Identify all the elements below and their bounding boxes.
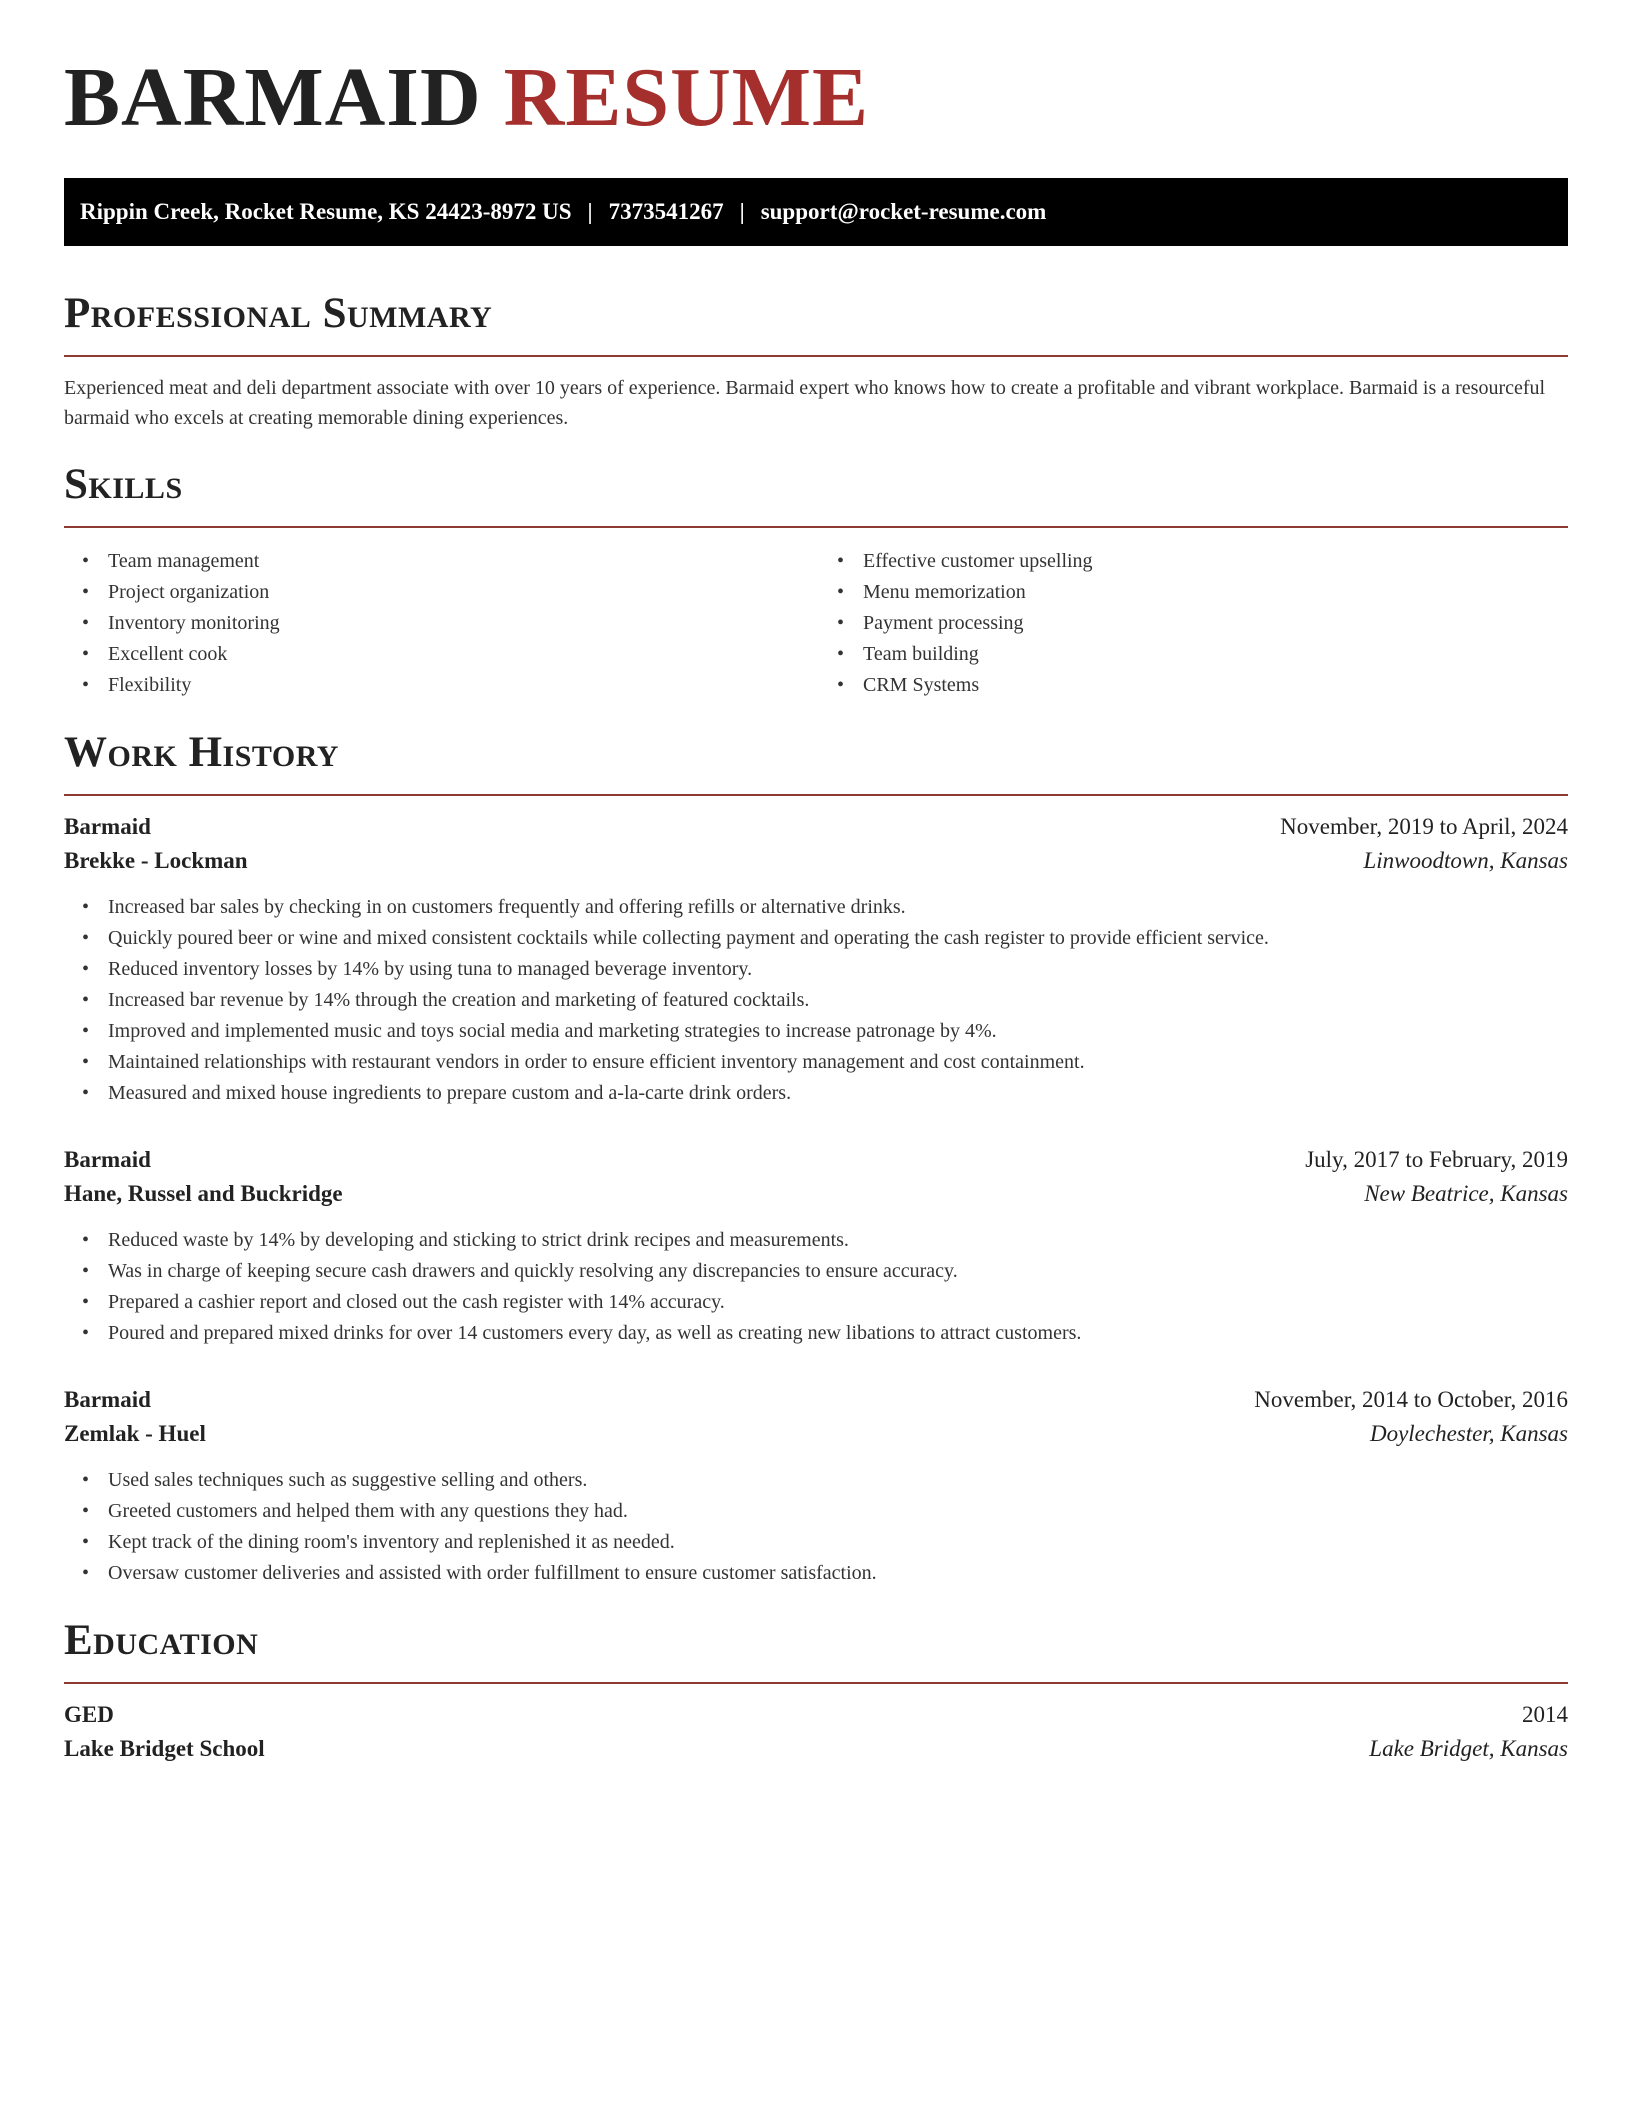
section-divider: [64, 794, 1568, 796]
education-year: 2014: [1522, 1702, 1568, 1727]
skill-item: • Flexibility: [108, 670, 813, 701]
job-bullet: • Quickly poured beer or wine and mixed consistent cocktails while collecting payment and operating the cash register to provide efficient service.: [108, 923, 1568, 954]
contact-phone: 7373541267: [608, 199, 724, 224]
job-bullet: • Poured and prepared mixed drinks for over 14 customers every day, as well as creating new libations to attract customers.: [108, 1318, 1568, 1349]
job-bullet: • Greeted customers and helped them with any questions they had.: [108, 1496, 1568, 1527]
education-school: Lake Bridget School: [64, 1736, 265, 1761]
job-company: Brekke - Lockman: [64, 848, 248, 873]
job-bullet: • Maintained relationships with restaurant vendors in order to ensure efficient inventory management and cost containment.: [108, 1047, 1568, 1078]
job-bullet: • Measured and mixed house ingredients to prepare custom and a-la-carte drink orders.: [108, 1078, 1568, 1109]
education-heading: Education: [64, 1617, 259, 1664]
job-dates: November, 2019 to April, 2024: [1280, 814, 1568, 839]
job-company: Zemlak - Huel: [64, 1421, 206, 1446]
contact-bar: [64, 178, 1568, 246]
summary-heading: Professional Summary: [64, 290, 493, 337]
title-part-2: RESUME: [503, 51, 870, 144]
section-divider: [64, 526, 1568, 528]
job-entry: [64, 1147, 1568, 1349]
job-location: Linwoodtown, Kansas: [1363, 848, 1568, 873]
job-bullet: • Oversaw customer deliveries and assisted with order fulfillment to ensure customer satisfaction.: [108, 1558, 1568, 1589]
skill-item: • Team building: [863, 639, 1568, 670]
section-divider: [64, 355, 1568, 357]
skills-list-left: [64, 546, 813, 701]
job-location: Doylechester, Kansas: [1369, 1421, 1568, 1446]
contact-email: support@rocket-resume.com: [760, 199, 1047, 224]
title-part-1: BARMAID: [64, 51, 482, 144]
job-dates: November, 2014 to October, 2016: [1254, 1387, 1568, 1412]
skill-item: • Excellent cook: [108, 639, 813, 670]
work-section: [64, 731, 1568, 1589]
job-entry: [64, 1387, 1568, 1589]
skill-item: • Team management: [108, 546, 813, 577]
job-bullet-list: [64, 1465, 1568, 1589]
job-title: Barmaid: [64, 814, 151, 839]
education-location: Lake Bridget, Kansas: [1369, 1736, 1568, 1761]
skill-item: • Menu memorization: [863, 577, 1568, 608]
job-bullet: • Reduced inventory losses by 14% by using tuna to managed beverage inventory.: [108, 954, 1568, 985]
work-heading: Work History: [64, 729, 339, 776]
job-bullet: • Kept track of the dining room's inventory and replenished it as needed.: [108, 1527, 1568, 1558]
skills-list-right: [813, 546, 1568, 701]
contact-separator: |: [587, 199, 593, 224]
job-location: New Beatrice, Kansas: [1364, 1181, 1568, 1206]
job-title: Barmaid: [64, 1147, 151, 1172]
job-bullet: • Prepared a cashier report and closed out the cash register with 14% accuracy.: [108, 1287, 1568, 1318]
job-list: [64, 814, 1568, 1589]
skills-heading: Skills: [64, 461, 183, 508]
summary-text: Experienced meat and deli department associate with over 10 years of experience. Barmaid expert who knows how to create a profitable and vibrant workplace. Barmaid is a resourceful barmaid who excels at creating memorable dining experiences.: [64, 377, 1546, 429]
education-entry: [64, 1702, 1568, 1762]
job-bullet: • Used sales techniques such as suggestive selling and others.: [108, 1465, 1568, 1496]
job-bullet: • Increased bar sales by checking in on customers frequently and offering refills or alternative drinks.: [108, 892, 1568, 923]
contact-separator: |: [739, 199, 745, 224]
job-bullet: • Reduced waste by 14% by developing and sticking to strict drink recipes and measurements.: [108, 1225, 1568, 1256]
job-bullet-list: [64, 1225, 1568, 1349]
education-degree: GED: [64, 1702, 114, 1727]
section-divider: [64, 1682, 1568, 1684]
resume-title: [64, 51, 1568, 144]
job-bullet: • Was in charge of keeping secure cash drawers and quickly resolving any discrepancies to ensure accuracy.: [108, 1256, 1568, 1287]
job-bullet-list: [64, 892, 1568, 1109]
job-bullet: • Improved and implemented music and toys social media and marketing strategies to increase patronage by 4%.: [108, 1016, 1568, 1047]
job-dates: July, 2017 to February, 2019: [1305, 1147, 1568, 1172]
skill-item: • Effective customer upselling: [863, 546, 1568, 577]
skill-item: • Payment processing: [863, 608, 1568, 639]
skill-item: • CRM Systems: [863, 670, 1568, 701]
job-company: Hane, Russel and Buckridge: [64, 1181, 343, 1206]
skill-item: • Project organization: [108, 577, 813, 608]
job-bullet: • Increased bar revenue by 14% through the creation and marketing of featured cocktails.: [108, 985, 1568, 1016]
skills-columns: [64, 546, 1568, 701]
skill-item: • Inventory monitoring: [108, 608, 813, 639]
summary-section: [64, 292, 1568, 433]
skills-section: [64, 463, 1568, 701]
education-section: [64, 1619, 1568, 1762]
job-title: Barmaid: [64, 1387, 151, 1412]
contact-address: Rippin Creek, Rocket Resume, KS 24423-8972 US: [80, 199, 572, 224]
job-entry: [64, 814, 1568, 1109]
